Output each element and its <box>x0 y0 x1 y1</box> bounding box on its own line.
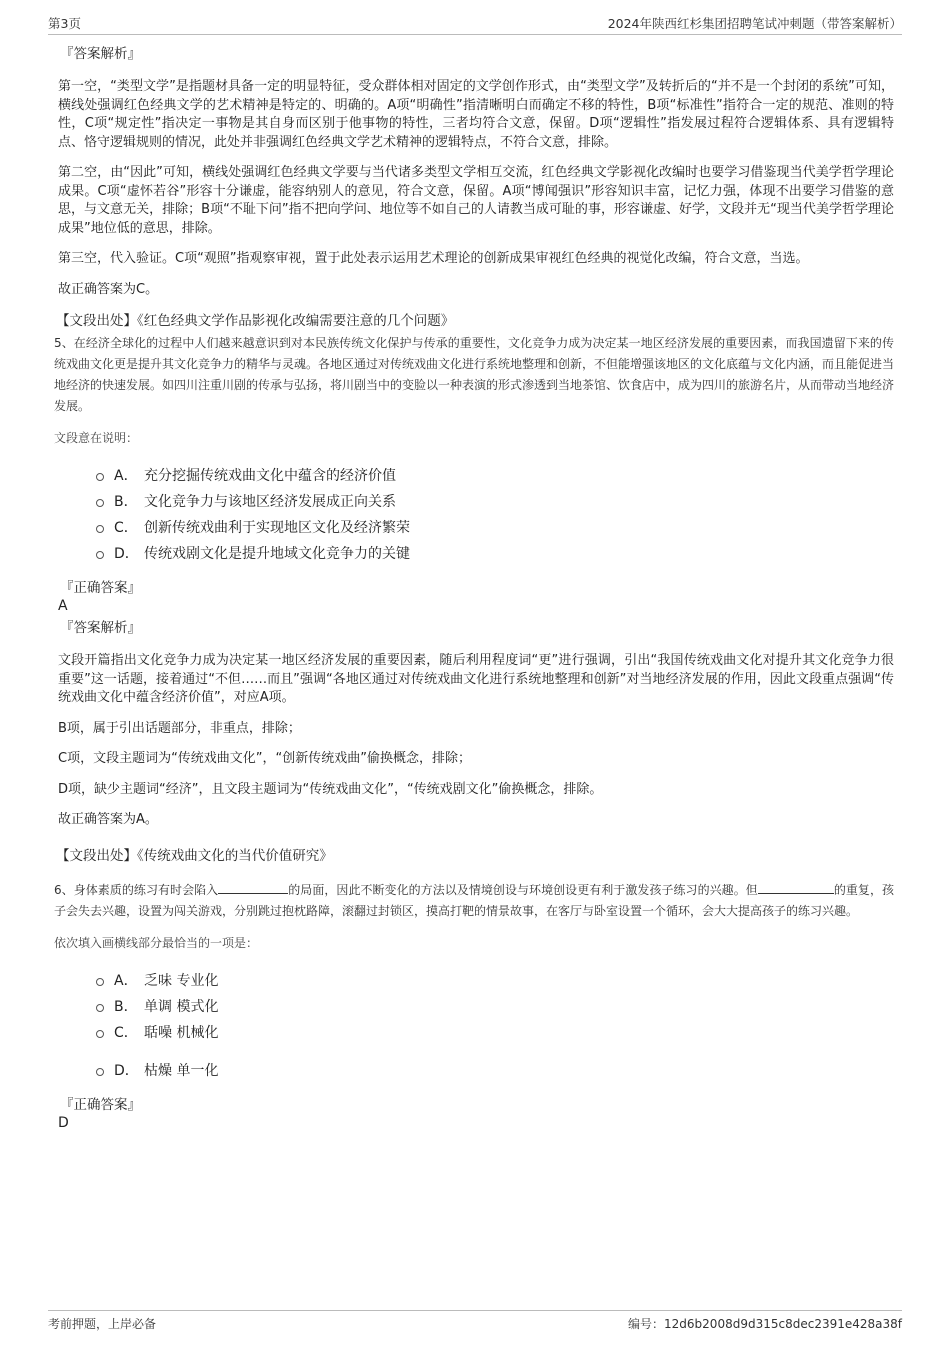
q6-option-c[interactable]: C． 聒噪 机械化 <box>96 1019 894 1045</box>
page-footer <box>48 1310 902 1332</box>
q6-prompt: 依次填入画横线部分最恰当的一项是： <box>54 935 259 950</box>
q6-option-a[interactable]: A． 乏味 专业化 <box>96 967 894 993</box>
q4-analysis-paragraph: 第二空，由“因此”可知，横线处强调红色经典文学要与当代诸多类型文学相互交流，红色经典文学影视化改编时也要学习借鉴现当代美学哲学理论成果。C项“虚怀若谷”形容十分谦虚，能容纳别人的意见，符合文意，保留。A项“博闻强识”形容知识丰富，记忆力强，体现不出要学习借鉴的意思，与文意无关，排除；B项“不耻下问”指不把向学问、地位等不如自己的人请教当成可耻的事，形容谦虚、好学，文段并无“现当代美学哲学理论成果”地位低的意思，排除。 <box>58 165 894 236</box>
radio-button-icon[interactable] <box>96 1068 104 1076</box>
radio-button-icon[interactable] <box>96 473 104 481</box>
q5-analysis-paragraph: D项，缺少主题词“经济”，且文段主题词为“传统戏曲文化”，“传统戏剧文化”偷换概念，排除。 <box>58 781 603 797</box>
radio-button-icon[interactable] <box>96 978 104 986</box>
q5-answer: A <box>58 598 68 614</box>
q5-conclusion: 故正确答案为A。 <box>58 812 158 827</box>
q5-analysis-paragraph: C项，文段主题词为“传统戏曲文化”，“创新传统戏曲”偷换概念，排除； <box>58 751 472 766</box>
page-header <box>48 12 902 35</box>
radio-button-icon[interactable] <box>96 499 104 507</box>
fill-blank-1 <box>218 881 288 894</box>
q5-option-b[interactable]: B． 文化竞争力与该地区经济发展成正向关系 <box>96 488 894 514</box>
q4-analysis-tag: 『答案解析』 <box>60 46 141 62</box>
q5-option-a[interactable]: A． 充分挖掘传统戏曲文化中蕴含的经济价值 <box>96 462 894 488</box>
q4-source: 【文段出处】《红色经典文学作品影视化改编需要注意的几个问题》 <box>56 313 455 329</box>
radio-button-icon[interactable] <box>96 1030 104 1038</box>
fill-blank-2 <box>758 881 834 894</box>
q5-analysis-paragraph: 文段开篇指出文化竞争力成为决定某一地区经济发展的重要因素，随后利用程度词“更”进行强调，引出“我国传统戏曲文化对提升其文化竞争力很重要”这一话题，接着通过“不但……而且”强调“各地区通过对传统戏曲文化进行系统地整理和创新”对当地经济发展的作用，因此文段重点强调“传统戏曲文化中蕴含经济价值”，对应A项。 <box>58 653 894 705</box>
q5-options <box>96 462 894 566</box>
q5-option-d[interactable]: D． 传统戏剧文化是提升地域文化竞争力的关键 <box>96 540 894 566</box>
q5-option-c[interactable]: C． 创新传统戏曲利于实现地区文化及经济繁荣 <box>96 514 894 540</box>
q6-options <box>96 967 894 1083</box>
q5-answer-tag: 『正确答案』 <box>60 580 141 596</box>
page-number: 第3页 <box>48 16 81 31</box>
document-title: 2024年陕西红杉集团招聘笔试冲刺题（带答案解析） <box>607 16 902 31</box>
q6-option-d[interactable]: D． 枯燥 单一化 <box>96 1057 894 1083</box>
document-id: 编号：12d6b2008d9d315c8dec2391e428a38f <box>628 1317 902 1331</box>
q6-answer-tag: 『正确答案』 <box>60 1096 141 1113</box>
q5-analysis-tag: 『答案解析』 <box>60 620 141 636</box>
radio-button-icon[interactable] <box>96 525 104 533</box>
q4-analysis-paragraph: 第三空，代入验证。C项“观照”指观察审视，置于此处表示运用艺术理论的创新成果审视红色经典的视觉化改编，符合文意，当选。 <box>58 251 809 266</box>
q6-answer: D <box>58 1114 69 1131</box>
q5-source: 【文段出处】《传统戏曲文化的当代价值研究》 <box>56 847 333 864</box>
q4-analysis-paragraph: 第一空，“类型文学”是指题材具备一定的明显特征，受众群体相对固定的文学创作形式，由“类型文学”及转折后的“并不是一个封闭的系统”可知，横线处强调红色经典文学的艺术精神是特定的、明确的。A项“明确性”指清晰明白而确定不移的特性，B项“标准性”指符合一定的规范、准则的特性，C项“规定性”指决定一事物是其自身而区别于他事物的特性，三者均符合文意，保留。D项“逻辑性”指发展过程符合逻辑体系、具有逻辑特点、恪守逻辑规则的情况，此处并非强调红色经典文学艺术精神的逻辑特点，不符合文意，排除。 <box>58 79 894 150</box>
q6-option-b[interactable]: B． 单调 模式化 <box>96 993 894 1019</box>
q4-conclusion: 故正确答案为C。 <box>58 281 159 297</box>
page-content <box>54 44 895 1135</box>
footer-slogan: 考前押题，上岸必备 <box>48 1317 157 1331</box>
q5-stem: 5、在经济全球化的过程中人们越来越意识到对本民族传统文化保护与传承的重要性，文化竞争力成为决定某一地区经济发展的重要因素，而我国遗留下来的传统戏曲文化更是提升其文化竞争力的精华与灵魂。各地区通过对传统戏曲文化进行系统地整理和创新，不但能增强该地区的文化底蕴与文化内涵，而且能促进当地经济的快速发展。如四川注重川剧的传承与弘扬，将川剧当中的变脸以一种表演的形式渗透到当地茶馆、饮食店中，成为四川的旅游名片，从而带动当地经济发展。 <box>54 336 895 413</box>
q5-prompt: 文段意在说明： <box>54 431 139 445</box>
q5-analysis-paragraph: B项，属于引出话题部分，非重点，排除； <box>58 720 301 736</box>
radio-button-icon[interactable] <box>96 1004 104 1012</box>
radio-button-icon[interactable] <box>96 551 104 559</box>
q6-stem: 6、身体素质的练习有时会陷入 的局面，因此不断变化的方法以及情境创设与环境创设更有利于激发孩子练习的兴趣。但 的重复，孩子会失去兴趣，设置为闯关游戏，分别跳过抱枕路障，滚翻过封锁区，摸高打靶的情景故事，在客厅与卧室设置一个循环，会大大提高孩子的练习兴趣。 <box>54 882 894 918</box>
